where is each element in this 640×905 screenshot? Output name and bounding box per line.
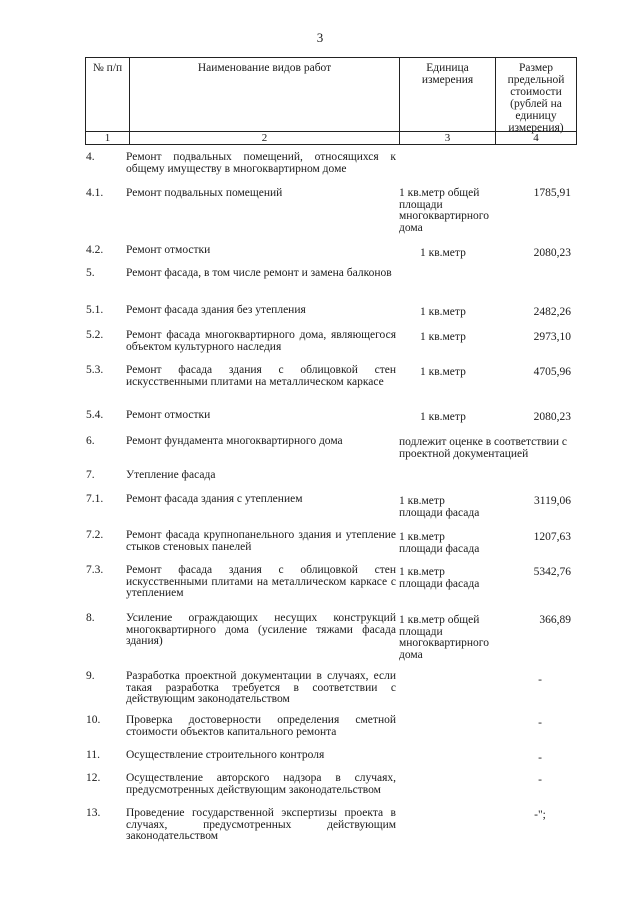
row-unit: 1 кв.метр (420, 306, 466, 318)
row-work-name: Разработка проектной документации в случаях, если такая разработка требуется в соответствии с действующим законодательством (126, 670, 396, 705)
row-price: 2973,10 (533, 331, 571, 343)
row-work-name: Ремонт подвальных помещений, относящихся к общему имуществу в многоквартирном доме (126, 151, 396, 175)
row-work-name: Утепление фасада (126, 469, 216, 481)
row-unit: 1 кв.метр (420, 247, 466, 259)
row-number: 11. (86, 749, 100, 761)
row-number: 5.3. (86, 364, 104, 376)
row-price: 2482,26 (533, 306, 571, 318)
row-number: 5.1. (86, 304, 104, 316)
header-col-unit (400, 58, 496, 144)
row-price: - (538, 752, 542, 764)
row-work-name: Осуществление строительного контроля (126, 749, 325, 761)
row-number: 8. (86, 612, 95, 624)
row-price: 1785,91 (533, 187, 571, 199)
row-work-name: Ремонт фасада здания с утеплением (126, 493, 303, 505)
row-work-name: Ремонт фасада здания без утепления (126, 304, 306, 316)
header-unit-label: Единица измерения (421, 62, 474, 86)
row-number: 7.2. (86, 529, 104, 541)
row-work-name: Ремонт фасада многоквартирного дома, являющегося объектом культурного наследия (126, 329, 396, 353)
row-price: 1207,63 (533, 531, 571, 543)
row-price: 2080,23 (533, 247, 571, 259)
row-number: 10. (86, 714, 101, 726)
row-number: 4.1. (86, 187, 104, 199)
row-number: 7.3. (86, 564, 104, 576)
row-work-name: Проверка достоверности определения сметной стоимости объектов капитального ремонта (126, 714, 396, 738)
row-price: - (538, 674, 542, 686)
row-number: 13. (86, 807, 101, 819)
table-header (85, 57, 577, 145)
header-index-3: 3 (400, 131, 495, 144)
row-price: -"; (534, 809, 546, 821)
row-price: - (538, 774, 542, 786)
row-number: 7.1. (86, 493, 104, 505)
row-unit: подлежит оценке в соответствии с проектной документацией (399, 436, 567, 460)
header-number-label: № п/п (92, 62, 123, 74)
row-number: 5.4. (86, 409, 104, 421)
header-index-2: 2 (130, 131, 399, 144)
page-number: 3 (316, 30, 324, 45)
row-price: 3119,06 (534, 495, 571, 507)
row-unit: 1 кв.метр площади фасада (399, 531, 480, 555)
row-work-name: Усиление ограждающих несущих конструкций многоквартирного дома (усиление тяжами фасада здания) (126, 612, 396, 647)
row-unit: 1 кв.метр площади фасада (399, 495, 480, 519)
row-work-name: Ремонт отмостки (126, 244, 211, 256)
row-price: 2080,23 (533, 411, 571, 423)
row-work-name: Проведение государственной экспертизы проекта в случаях, предусмотренных действующим законодательством (126, 807, 396, 842)
row-work-name: Ремонт фасада, в том числе ремонт и замена балконов (126, 267, 392, 279)
header-name-label: Наименование видов работ (197, 62, 332, 74)
row-number: 5.2. (86, 329, 104, 341)
header-col-price (496, 58, 576, 144)
row-work-name: Ремонт подвальных помещений (126, 187, 283, 199)
header-index-4: 4 (496, 131, 576, 144)
row-work-name: Ремонт фасада здания с облицовкой стен искусственными плитами на металлическом каркасе (126, 364, 396, 388)
row-unit: 1 кв.метр общей площади многоквартирного дома (399, 614, 489, 661)
row-price: 5342,76 (533, 566, 571, 578)
row-number: 5. (86, 267, 95, 279)
row-work-name: Ремонт фасада здания с облицовкой стен искусственными плитами на металлическом каркасе с утеплением (126, 564, 396, 599)
row-price: 366,89 (539, 614, 571, 626)
row-price: - (538, 717, 542, 729)
row-number: 7. (86, 469, 95, 481)
row-number: 6. (86, 435, 95, 447)
row-number: 4.2. (86, 244, 104, 256)
header-col-number (86, 58, 130, 144)
row-work-name: Ремонт фасада крупнопанельного здания и утепление стыков стеновых панелей (126, 529, 396, 553)
row-work-name: Ремонт фундамента многоквартирного дома (126, 435, 343, 447)
row-number: 4. (86, 151, 95, 163)
row-unit: 1 кв.метр (420, 411, 466, 423)
row-work-name: Ремонт отмостки (126, 409, 211, 421)
header-index-1: 1 (86, 131, 129, 144)
header-col-name (130, 58, 400, 144)
row-price: 4705,96 (533, 366, 571, 378)
header-price-label: Размер предельной стоимости (рублей на единицу измерения) (507, 62, 565, 134)
row-unit: 1 кв.метр площади фасада (399, 566, 480, 590)
row-number: 12. (86, 772, 101, 784)
row-unit: 1 кв.метр общей площади многоквартирного дома (399, 187, 489, 234)
row-number: 9. (86, 670, 95, 682)
row-unit: 1 кв.метр (420, 366, 466, 378)
row-unit: 1 кв.метр (420, 331, 466, 343)
row-work-name: Осуществление авторского надзора в случаях, предусмотренных действующим законодательством (126, 772, 396, 796)
